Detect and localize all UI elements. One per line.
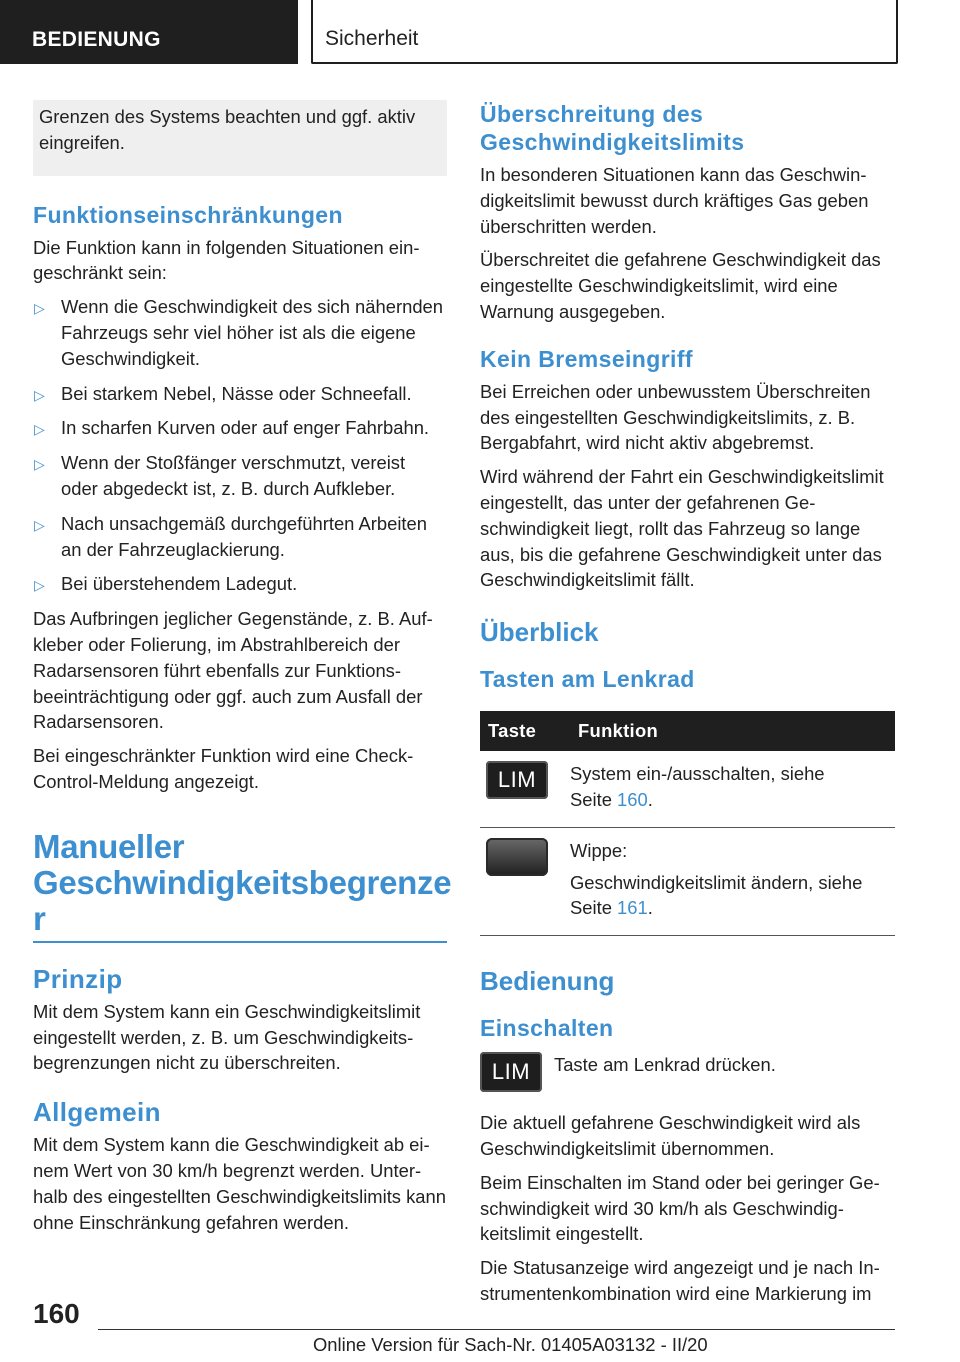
brake-text: Bei Erreichen oder unbewusstem Überschreiten des eingestellten Geschwindigkeitslimits, z. B. Bergabfahrt, wird nicht aktiv abgebremst.	[480, 380, 871, 454]
list-item: ▷ Bei starkem Nebel, Nässe oder Schneefall.	[33, 381, 447, 407]
exceed-heading: Überschreitung des Geschwindigkeitslimits	[480, 101, 745, 155]
right-column	[480, 100, 895, 1315]
triangle-bullet-icon: ▷	[34, 421, 45, 438]
main-title-block	[33, 827, 452, 943]
chapter-label: Sicherheit	[325, 27, 419, 50]
limits-list	[33, 294, 447, 597]
section-tab	[0, 0, 298, 64]
section-label: BEDIENUNG	[32, 28, 161, 51]
list-item: ▷ Nach unsachgemäß durchgeführten Arbeiten an der Fahrzeuglackierung.	[34, 512, 427, 560]
table-row: Wippe: Geschwindigkeitslimit ändern, siehe Seite 161.	[480, 827, 895, 935]
lim-button-icon: LIM	[480, 1052, 542, 1092]
triangle-bullet-icon: ▷	[34, 300, 45, 317]
general-heading: Allgemein	[33, 1097, 161, 1128]
buttons-heading: Tasten am Lenkrad	[480, 666, 695, 693]
triangle-bullet-icon: ▷	[34, 516, 45, 533]
function-text: System ein-/ausschalten, siehe	[570, 763, 825, 785]
left-column	[33, 100, 452, 1243]
triangle-bullet-icon: ▷	[34, 577, 45, 594]
switch-on-heading: Einschalten	[480, 1015, 614, 1042]
page-number: 160	[33, 1298, 80, 1329]
operation-heading: Bedienung	[480, 966, 615, 997]
chapter-tab	[311, 0, 898, 64]
steering-wheel-keys-table	[480, 711, 895, 936]
list-item: ▷ Bei überstehendem Ladegut.	[33, 571, 447, 597]
limits-heading: Funktionseinschränkungen	[33, 201, 343, 228]
function-text: Wippe:	[570, 839, 628, 861]
limits-paragraph: Bei eingeschränkter Funktion wird eine Check-Control-Meldung angezeigt.	[33, 745, 414, 792]
triangle-bullet-icon: ▷	[34, 456, 45, 473]
column-header-key: Taste	[480, 711, 570, 751]
column-header-function: Funktion	[570, 711, 895, 751]
exceed-text: Überschreitet die gefahrene Geschwindigkeit das eingestellte Geschwindigkeitslimit, wird eine Warnung ausgegeben.	[480, 249, 881, 322]
brake-heading: Kein Bremseingriff	[480, 345, 693, 372]
note-box	[33, 100, 447, 176]
page-header	[0, 0, 960, 66]
brake-text: Wird während der Fahrt ein Geschwindigkeitslimit eingestellt, das unter der gefahrenen Geschwindigkeit liegt, rollt das Fahrzeug so lange aus, bis die gefahrene Geschwindigkeit unter das Geschwindigkeitslimit fällt.	[480, 466, 884, 591]
note-text: Grenzen des Systems beachten und ggf. aktiv eingreifen.	[39, 106, 416, 153]
footer-online-version: Online Version für Sach-Nr. 01405A03132 - II/20	[313, 1334, 708, 1355]
principle-text: Mit dem System kann ein Geschwindigkeitslimit eingestellt werden, z. B. um Geschwindigkeitsbegrenzungen nicht zu überschreiten.	[33, 1000, 421, 1074]
instruction-text: Taste am Lenkrad drücken.	[554, 1054, 776, 1076]
triangle-bullet-icon: ▷	[34, 386, 45, 403]
principle-heading: Prinzip	[33, 963, 123, 994]
footer-divider	[98, 1329, 895, 1330]
table-row: LIM System ein-/ausschalten, siehe Seite 160.	[480, 751, 895, 827]
limits-intro: Die Funktion kann in folgenden Situationen eingeschränkt sein:	[33, 236, 420, 284]
limits-paragraph: Das Aufbringen jeglicher Gegenstände, z. B. Aufkleber oder Folierung, im Abstrahlbereich der Radarsensoren führt ebenfalls zur Funktionsbeeinträchtigung oder ggf. auch zum Ausfall der Radarsensoren.	[33, 608, 433, 733]
page-link[interactable]: 161	[617, 897, 648, 919]
switch-on-text: Die Statusanzeige wird angezeigt und je nach Instrumentenkombination wird eine Markierung im	[480, 1257, 880, 1304]
switch-on-instruction	[480, 1052, 895, 1100]
switch-on-text: Beim Einschalten im Stand oder bei geringer Geschwindigkeit wird 30 km/h als Geschwindigkeitslimit eingestellt.	[480, 1171, 880, 1245]
page-link[interactable]: 160	[617, 788, 648, 810]
list-item: ▷ In scharfen Kurven oder auf enger Fahrbahn.	[33, 415, 447, 441]
list-item: ▷ Wenn die Geschwindigkeit des sich nähernden Fahrzeugs sehr viel höher ist als die eigene Geschwindigkeit.	[34, 296, 444, 369]
function-text: Geschwindigkeitslimit ändern, siehe	[570, 871, 863, 893]
table-header-row	[480, 711, 895, 751]
main-title: Manueller Geschwindigkeitsbegrenze r	[33, 827, 452, 937]
lim-button-icon: LIM	[486, 761, 548, 799]
rocker-switch-icon	[486, 838, 548, 876]
exceed-text: In besonderen Situationen kann das Geschwindigkeitslimit bewusst durch kräftiges Gas geben überschritten werden.	[480, 164, 869, 237]
overview-heading: Überblick	[480, 617, 599, 648]
general-text: Mit dem System kann die Geschwindigkeit ab einem Wert von 30 km/h begrenzt werden. Unterhalb des eingestellten Geschwindigkeitslimits kann ohne Einschränkung gefahren werden.	[33, 1134, 446, 1233]
switch-on-text: Die aktuell gefahrene Geschwindigkeit wird als Geschwindigkeitslimit übernommen.	[480, 1112, 861, 1159]
list-item: ▷ Wenn der Stoßfänger verschmutzt, vereist oder abgedeckt ist, z. B. durch Aufkleber.	[34, 452, 406, 499]
